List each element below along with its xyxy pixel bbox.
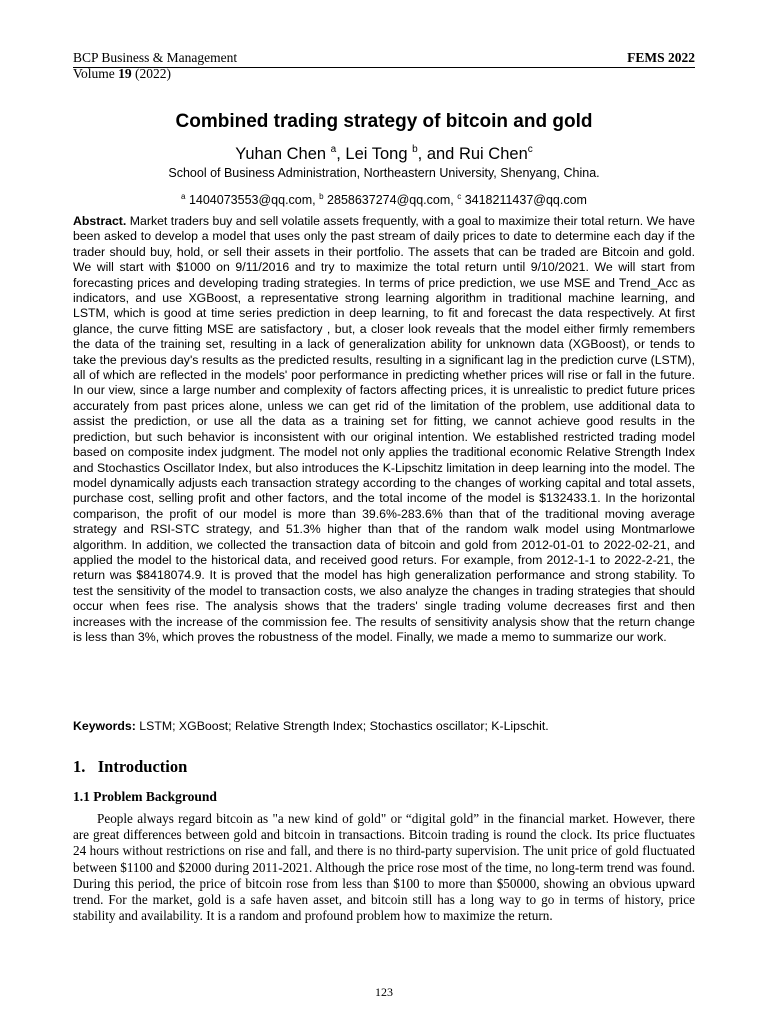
email-address: 2858637274@qq.com [327,193,451,207]
paper-title: Combined trading strategy of bitcoin and gold [175,111,593,132]
body-paragraph: People always regard bitcoin as "a new kind of gold" or “digital gold” in the financial market. However, there are great differences between gold and bitcoin in transactions. Bitcoin trading is round the clock. Its price fluctuates 24 hours without restrictions on rise and fall, and there is no third-party supervision. The unit price of gold fluctuated between $1100 and $2000 during 2011-2021. Although the price rose most of the time, no long-term trend was found. During this period, the price of bitcoin rose from less than $100 to more than $50000, showing an obvious upward trend. For the market, gold is a safe haven asset, and bitcoin still has a long way to go in terms of history, price stability and availability. It is a random and profound problem how to maximize the return. [73,811,696,924]
volume-year: (2022) [131,66,172,81]
author-list [73,139,695,165]
affiliation: School of Business Administration, Northeastern University, Shenyang, China. [168,166,600,180]
author-name: Rui Chen [458,145,528,163]
section-number: 1. [73,757,86,776]
page-number: 123 [375,985,393,999]
email-address: 3418211437@qq.com [464,193,587,207]
email-mark: b [319,192,324,201]
author-mark: b [412,144,418,155]
header-rule [73,67,695,68]
running-header [73,50,695,82]
keywords-label: Keywords: [73,719,136,733]
section-title: Introduction [97,757,188,776]
header-top-row [73,50,695,66]
email-address: 1404073553@qq.com [188,193,313,207]
abstract [73,214,695,645]
email-separator: , [450,193,458,207]
keywords [73,719,695,734]
volume-line [73,66,695,82]
journal-name: BCP Business & Management [73,50,238,65]
section-heading [73,757,187,777]
email-list [73,189,695,208]
author-name: Lei Tong [345,145,408,163]
volume-number: 19 [118,66,132,81]
abstract-label: Abstract. [73,214,127,228]
email-mark: a [181,192,186,201]
subsection-heading: 1.1 Problem Background [73,789,217,804]
author-name: Yuhan Chen [235,145,327,163]
abstract-text: Market traders buy and sell volatile assets frequently, with a goal to maximize their total return. We have been asked to develop a model that uses only the past stream of daily prices to date to determine each day if the trader should buy, hold, or sell their assets in their portfolio. The assets that can be traded are Bitcoin and gold. We will start with $1000 on 9/11/2016 and try to maximize the total return until 9/10/2021. We will start from forecasting prices and developing trading strategies. In terms of price prediction, we use MSE and Trend_Acc as indicators, and use XGBoost, a representative strong learning algorithm in traditional machine learning, and LSTM, which is good at time series prediction in deep learning, to fit and forecast the data respectively. At first glance, the curve fitting MSE are satisfactory , but, a closer look reveals that the model either firmly remembers the data of the training set, resulting in a lack of generalization ability for unknown data (XGBoost), or tends to take the previous day's results as the predicted results, resulting in a significant lag in the prediction curve (LSTM), all of which are reflected in the models' poor performance in predicting whether prices will rise or fall in the future. In our view, since a large number and complexity of factors affecting prices, it is unrealistic to predict future prices accurately from past prices alone, unless we can get rid of the limitation of the problem, use additional data to assist the prediction, or use all the data as a training set for fitting, we cannot achieve good results in the prediction, but such behavior is inconsistent with our original intention. We established restricted trading model based on composite index judgment. The model not only applies the traditional economic Relative Strength Index and Stochastics Oscillator Index, but also introduces the K-Lipschitz limitation in deep learning into the model. The model dynamically adjusts each transaction strategy according to the changes of working capital and total assets, purchase cost, selling profit and other factors, and the total income of the model is $132433.1. In the horizontal comparison, the profit of our model is more than 39.6%-283.6% than that of the traditional moving average strategy and RSI-STC strategy, and 51.3% higher than that of the random walk model using Montmarlowe algorithm. In addition, we collected the transaction data of bitcoin and gold from 2012-01-01 to 2022-02-21, and applied the model to the historical data, and received good returs. For example, from 2012-1-1 to 2022-2-21, the return was $8418074.9. It is proved that the model has high generalization performance and strong stability. To test the sensitivity of the model to transaction costs, we also analyze the changes in trading strategies that should occur when fees rise. The analysis shows that the traders' single trading volume decreases first and then increases with the increase of the commission fee. The results of sensitivity analysis show that the return change is less than 3%, which proves the robustness of the model. Finally, we made a memo to summarize our work. [73,214,696,644]
volume-prefix: Volume [73,66,119,81]
author-mark: c [527,144,533,155]
author-separator: , and [417,145,459,163]
email-mark: c [457,192,462,201]
conference-name: FEMS 2022 [627,50,695,65]
keywords-text: LSTM; XGBoost; Relative Strength Index; Stochastics oscillator; K-Lipschit. [139,719,549,733]
author-separator: , [336,145,346,163]
author-mark: a [330,144,337,155]
email-separator: , [312,193,320,207]
